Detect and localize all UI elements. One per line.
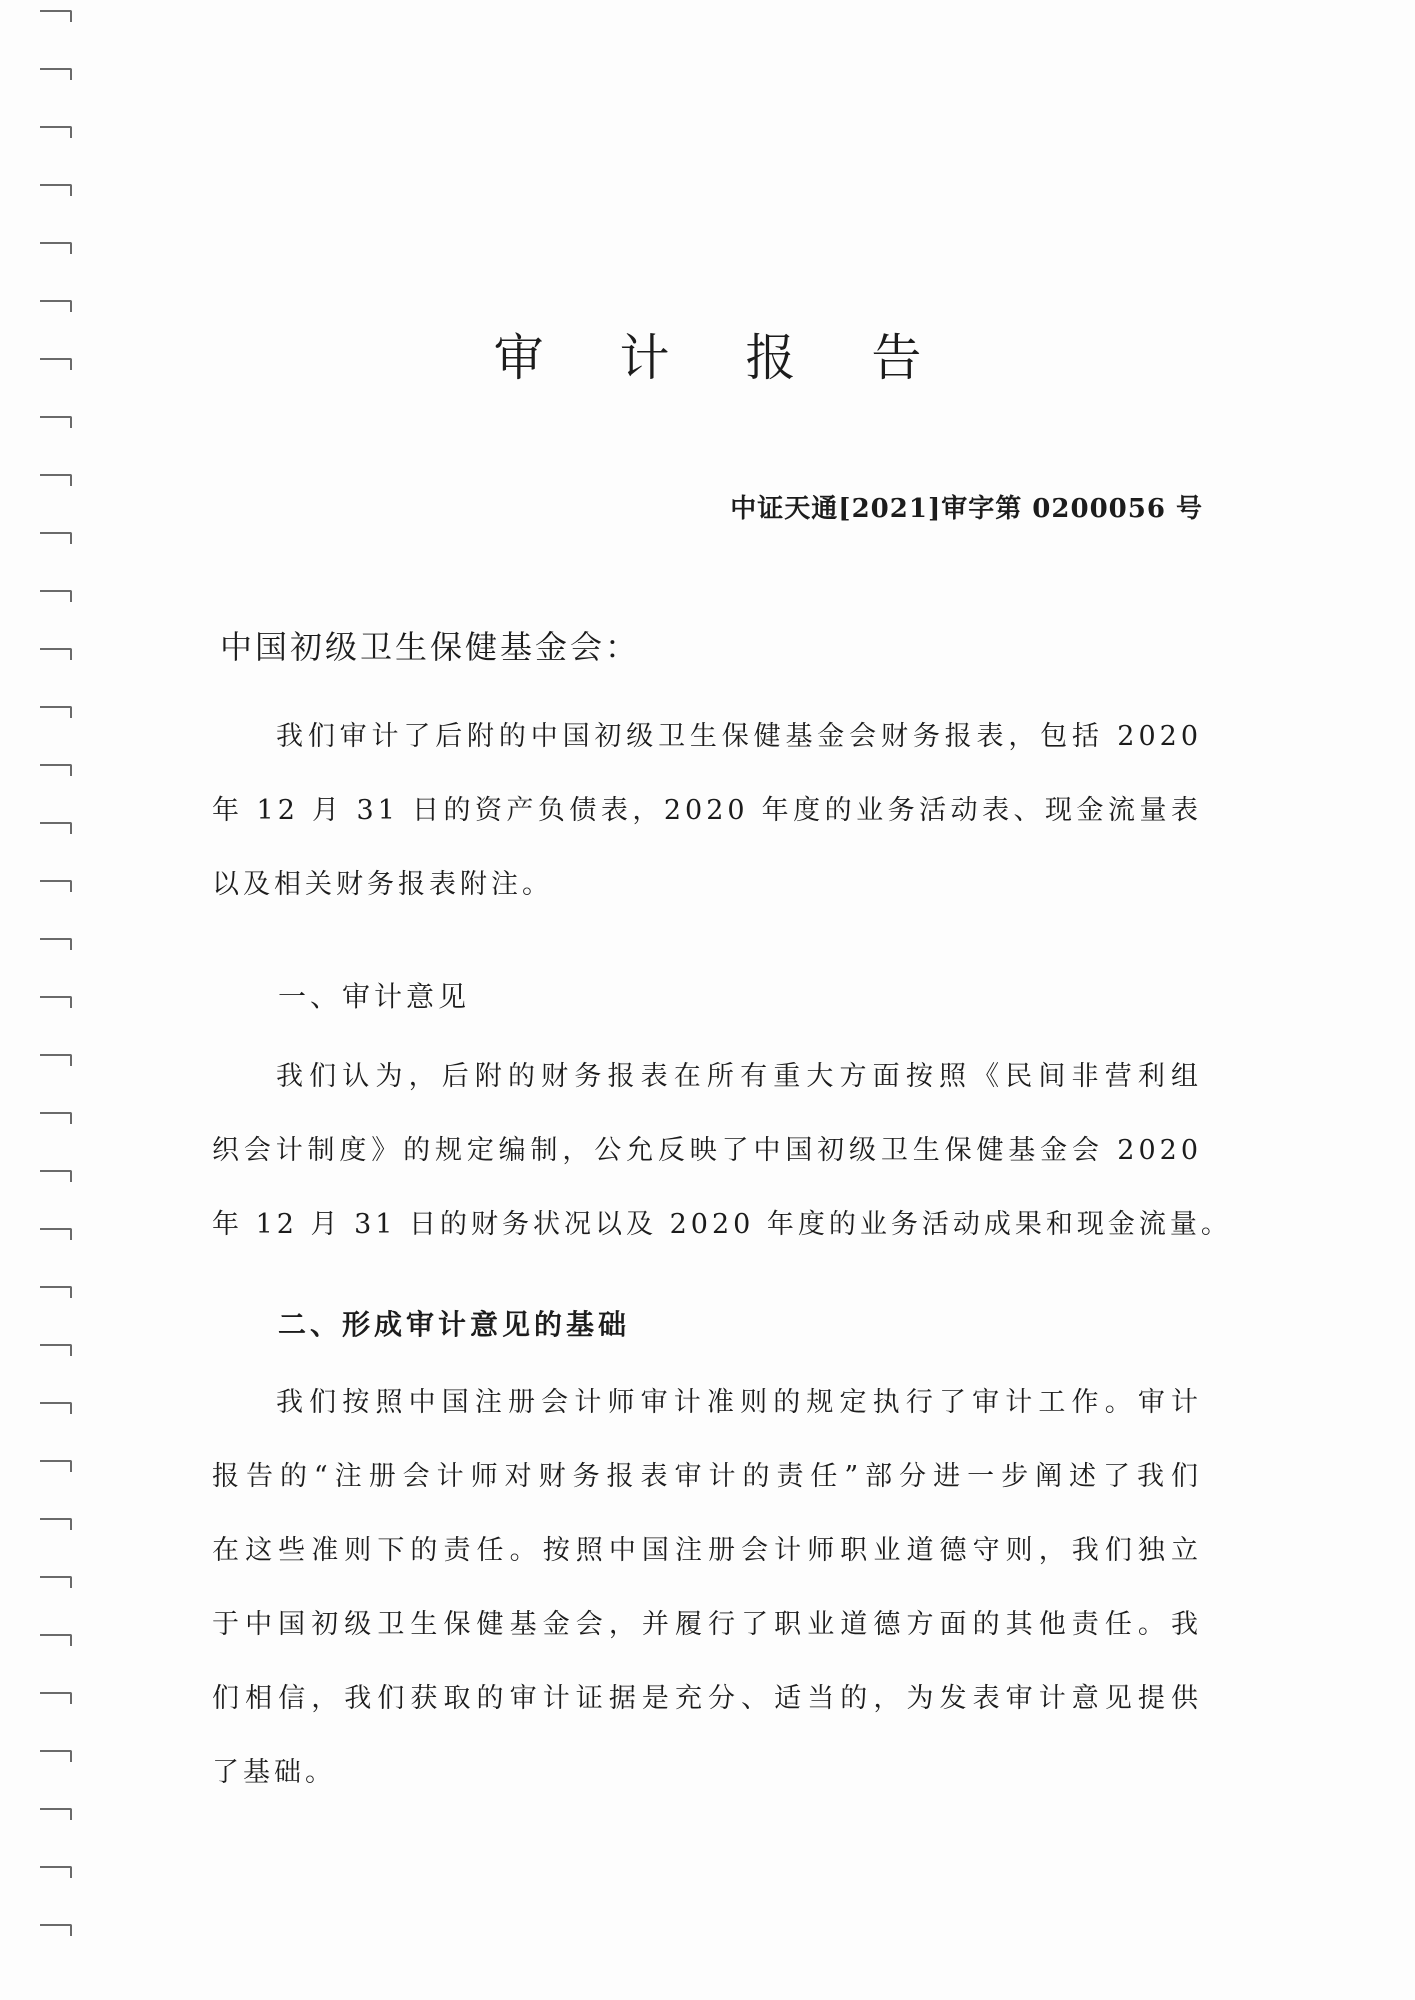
addressee: 中国初级卫生保健基金会： <box>220 628 641 666</box>
intro-line: 以及相关财务报表附注。 <box>212 869 553 900</box>
section-heading-basis: 二、形成审计意见的基础 <box>278 1308 631 1341</box>
binding-hole-mark <box>40 1344 72 1356</box>
opinion-line: 织会计制度》的规定编制，公允反映了中国初级卫生保健基金会 2020 <box>212 1135 1202 1166</box>
binding-hole-mark <box>40 10 72 22</box>
binding-hole-mark <box>40 1460 72 1472</box>
binding-hole-mark <box>40 1808 72 1820</box>
binding-hole-mark <box>40 706 72 718</box>
binding-hole-mark <box>40 242 72 254</box>
basis-line: 我们按照中国注册会计师审计准则的规定执行了审计工作。审计 <box>276 1387 1202 1418</box>
binding-hole-mark <box>40 532 72 544</box>
report-reference-number: 中证天通[2021]审字第 0200056 号 <box>730 494 1203 524</box>
binding-hole-mark <box>40 416 72 428</box>
binding-hole-mark <box>40 300 72 312</box>
basis-line: 报告的“注册会计师对财务报表审计的责任”部分进一步阐述了我们 <box>212 1461 1202 1492</box>
binding-hole-mark <box>40 1518 72 1530</box>
binding-hole-mark <box>40 938 72 950</box>
binding-hole-mark <box>40 1866 72 1878</box>
opinion-line: 年 12 月 31 日的财务状况以及 2020 年度的业务活动成果和现金流量。 <box>212 1209 1232 1240</box>
binding-hole-mark <box>40 590 72 602</box>
binding-hole-mark <box>40 1692 72 1704</box>
basis-line: 在这些准则下的责任。按照中国注册会计师职业道德守则，我们独立 <box>212 1535 1202 1566</box>
basis-line: 们相信，我们获取的审计证据是充分、适当的，为发表审计意见提供 <box>212 1683 1202 1714</box>
opinion-line: 我们认为，后附的财务报表在所有重大方面按照《民间非营利组 <box>276 1061 1202 1092</box>
binding-hole-mark <box>40 1054 72 1066</box>
binding-hole-mark <box>40 996 72 1008</box>
binding-hole-mark <box>40 822 72 834</box>
binding-hole-mark <box>40 1924 72 1936</box>
binding-hole-mark <box>40 1228 72 1240</box>
binding-margin <box>40 0 80 2000</box>
report-title: 审 计 报 告 <box>493 329 952 387</box>
binding-hole-mark <box>40 1634 72 1646</box>
binding-hole-mark <box>40 184 72 196</box>
binding-hole-mark <box>40 1170 72 1182</box>
binding-hole-mark <box>40 1112 72 1124</box>
basis-line: 了基础。 <box>212 1757 336 1788</box>
intro-paragraph <box>212 700 1202 922</box>
section-heading-audit-opinion: 一、审计意见 <box>278 980 471 1013</box>
binding-hole-mark <box>40 648 72 660</box>
binding-hole-mark <box>40 1750 72 1762</box>
binding-hole-mark <box>40 126 72 138</box>
binding-hole-mark <box>40 1286 72 1298</box>
binding-hole-mark <box>40 1402 72 1414</box>
binding-hole-mark <box>40 764 72 776</box>
binding-hole-mark <box>40 880 72 892</box>
binding-hole-mark <box>40 474 72 486</box>
intro-line: 我们审计了后附的中国初级卫生保健基金会财务报表，包括 2020 <box>276 721 1202 752</box>
basis-line: 于中国初级卫生保健基金会，并履行了职业道德方面的其他责任。我 <box>212 1609 1202 1640</box>
binding-hole-mark <box>40 68 72 80</box>
basis-paragraph <box>212 1366 1202 1810</box>
intro-line: 年 12 月 31 日的资产负债表，2020 年度的业务活动表、现金流量表 <box>212 795 1202 826</box>
audit-opinion-paragraph <box>212 1040 1232 1262</box>
binding-hole-mark <box>40 1576 72 1588</box>
